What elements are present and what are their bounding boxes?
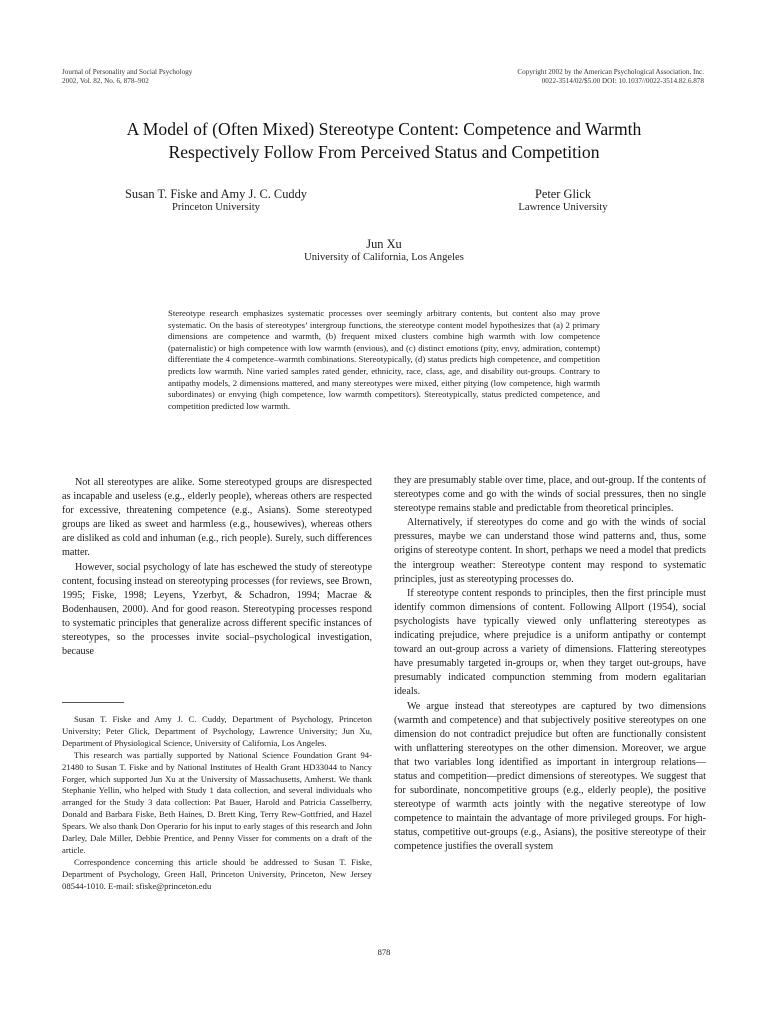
body-paragraph: Alternatively, if stereotypes do come and go with the winds of social pressures, maybe we can understand those wind patterns and, thus, some origins of stereotype content. In short, perhaps we need a model that predicts the intergroup weather: Stereotype content may respond to systematic principles, just as stereotyping processes do. — [394, 517, 706, 585]
author-name: Susan T. Fiske and Amy J. C. Cuddy — [125, 187, 307, 201]
footnote-affiliations: Susan T. Fiske and Amy J. C. Cuddy, Department of Psychology, Princeton University; Peter Glick, Department of Psychology, Lawrence University; Jun Xu, Department of Physiological Science, University of California, Los Angeles. — [62, 714, 372, 748]
body-paragraph: If stereotype content responds to principles, then the first principle must identify common dimensions of content. Following Allport (1954), social psychologists have typically viewed only unflattering stereotypes as indicating prejudice, where prejudice is a uniform antipathy or contempt toward an out-group across a variety of dimensions. Flattering stereotypes have presumably targeted in-groups or, when they target out-groups, have presumably indicated compunction stemming from modern egalitarian ideals. — [394, 587, 706, 698]
author-affiliation: Princeton University — [172, 202, 260, 213]
copyright-line: Copyright 2002 by the American Psychological Association, Inc. — [517, 68, 704, 76]
body-column-left — [62, 476, 372, 659]
title-line-2: Respectively Follow From Perceived Status and Competition — [168, 142, 600, 162]
author-name: Peter Glick — [534, 187, 592, 201]
copyright-notice — [517, 68, 704, 85]
article-title — [40, 118, 728, 164]
author-block-glick — [458, 187, 668, 214]
author-block-fiske-cuddy — [96, 187, 336, 214]
body-paragraph: However, social psychology of late has eschewed the study of stereotype content, focusing instead on stereotyping processes (for reviews, see Brown, 1995; Fiske, 1998; Leyens, Yzerbyt, & Schadron, 1994; Macrae & Bodenhausen, 2000). And for good reason. Stereotyping processes respond to systematic principles that generalize across different specific instances of stereotypes, so the processes invite social–psychological investigation, because — [62, 561, 372, 658]
body-paragraph: Not all stereotypes are alike. Some stereotyped groups are disrespected as incapable and useless (e.g., elderly people), whereas others are respected for excessive, threatening competence (e.g., Asians). Some stereotyped groups are liked as sweet and harmless (e.g., housewives), whereas others are disliked as cold and inhuman (e.g., rich people). Surely, such differences matter. — [62, 477, 372, 559]
author-footnotes — [62, 714, 372, 893]
author-affiliation: Lawrence University — [518, 202, 608, 213]
body-paragraph: they are presumably stable over time, place, and out-group. If the contents of stereotypes come and go with the winds of social pressures, then no single stereotype remains stable and predictable from theoretical principles. — [394, 475, 706, 515]
journal-citation — [62, 68, 192, 85]
body-paragraph: We argue instead that stereotypes are captured by two dimensions (warmth and competence) and that subjectively positive stereotypes on one dimension do not contradict prejudice but often are functionally consistent with unflattering stereotypes on the other dimension. Moreover, we argue that two variables long identified as important in intergroup relations—status and competition—predict dimensions of stereotypes. We suggest that for subordinate, noncompetitive groups (e.g., elderly people), the positive stereotype of warmth acts jointly with the negative stereotype of low competence to maintain the advantage of more privileged groups. For high-status, competitive out-groups (e.g., Asians), the positive stereotype of their competence justifies the overall system — [394, 700, 706, 853]
footnote-acknowledgments: This research was partially supported by National Science Foundation Grant 94-21480 to Susan T. Fiske and by National Institutes of Health Grant HD33044 to Nancy Forger, which supported Jun Xu at the University of Massachusetts, Amherst. We thank Stephanie Yellin, who helped with Study 1 data collection, and several individuals who arranged for the Study 3 data collection: Pat Bauer, Harold and Patricia Casselberry, Donald and Barbara Fiske, Beth Haines, D. Brett King, Terry Rew-Gottfried, and Hazel Spears. We also thank Don Operario for his input to early stages of this research and John Darley, Dale Miller, Debbie Prentice, and Penny Visser for comments on a draft of the article. — [62, 749, 372, 855]
body-column-right — [394, 474, 706, 855]
journal-name: Journal of Personality and Social Psychology — [62, 68, 193, 76]
footnote-divider — [62, 702, 124, 703]
title-line-1: A Model of (Often Mixed) Stereotype Content: Competence and Warmth — [126, 119, 642, 139]
author-block-xu — [234, 237, 534, 264]
page-number: 878 — [377, 947, 391, 957]
author-name: Jun Xu — [366, 237, 402, 251]
author-affiliation: University of California, Los Angeles — [304, 252, 464, 263]
abstract: Stereotype research emphasizes systematic processes over seemingly arbitrary contents, but content also may prove systematic. On the basis of stereotypes’ intergroup functions, the stereotype content model hypothesizes that (a) 2 primary dimensions are competence and warmth, (b) frequent mixed clusters combine high warmth with low competence (paternalistic) or high competence with low warmth (envious), and (c) distinct emotions (pity, envy, admiration, contempt) differentiate the 4 competence–warmth combinations. Stereotypically, (d) status predicts high competence, and competition predicts low warmth. Nine varied samples rated gender, ethnicity, race, class, age, and disability out-groups. Contrary to antipathy models, 2 dimensions mattered, and many stereotypes were mixed, either pitying (low competence, high warmth subordinates) or envying (high competence, low warmth competitors). Stereotypically, status predicted competence, and competition predicted low warmth. — [168, 308, 600, 411]
doi-line: 0022-3514/02/$5.00 DOI: 10.1037//0022-3514.82.6.878 — [541, 76, 704, 85]
journal-volume: 2002, Vol. 82, No. 6, 878–902 — [62, 76, 149, 85]
footnote-correspondence: Correspondence concerning this article should be addressed to Susan T. Fiske, Department of Psychology, Green Hall, Princeton University, Princeton, New Jersey 08544-1010. E-mail: sfiske@princeton.edu — [62, 856, 372, 891]
